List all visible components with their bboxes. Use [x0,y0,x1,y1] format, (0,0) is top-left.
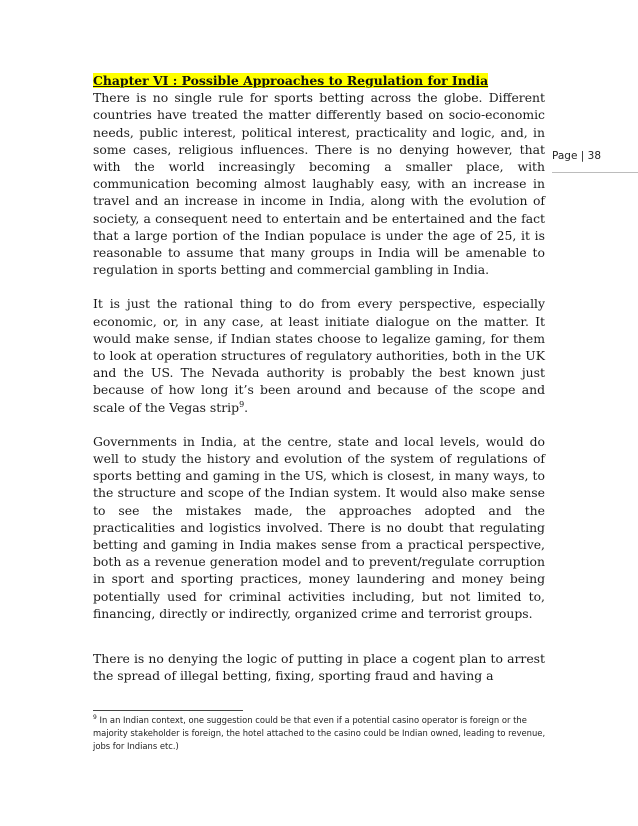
footnote-separator [93,710,243,711]
paragraph-2-text: It is just the rational thing to do from every perspective, especially economic, or, in any case, at least initiate dialogue on the matter. It would make sense, if Indian states choose to legalize gaming, for them to look at operation structures of regulatory authorities, both in the UK and the US. The Nevada authority is probably the best known just because of how long it’s been around and because of the scope and scale of the Vegas strip [93,296,545,415]
paragraph-gap [93,278,545,295]
footnote-reference[interactable]: 9 [239,399,245,409]
chapter-heading-line [93,72,545,89]
paragraph-3: Governments in India, at the centre, state and local levels, would do well to study the history and evolution of the system of regulations of sports betting and gaming in the US, which is closest, in many ways, to the structure and scope of the Indian system. It would also make sense to see the mistakes made, the approaches adopted and the practicalities and logistics involved. There is no doubt that regulating betting and gaming in India makes sense from a practical perspective, both as a revenue generation model and to prevent/regulate corruption in sport and sporting practices, money laundering and money being potentially used for criminal activities including, but not limited to, financing, directly or indirectly, organized crime and terrorist groups. [93,433,545,621]
page-number-rule [552,172,638,173]
footnote [93,714,548,753]
chapter-heading: Chapter VI : Possible Approaches to Regulation for India [93,73,489,88]
paragraph-gap [93,622,545,650]
page-number: Page | 38 [552,150,638,168]
footnote-text: In an Indian context, one suggestion could be that even if a potential casino operator is foreign or the majority stakeholder is foreign, the hotel attached to the casino could be Indian owned, leading to revenue, jobs for Indians etc.) [93,715,546,751]
paragraph-4: There is no denying the logic of putting in place a cogent plan to arrest the spread of illegal betting, fixing, sporting fraud and having a [93,651,545,684]
paragraph-2 [93,295,545,415]
footnote-number: 9 [93,714,97,722]
paragraph-1: There is no single rule for sports betting across the globe. Different countries have treated the matter differently based on socio-economic needs, public interest, political interest, practicality and logic, and, in some cases, religious influences. There is no denying however, that with the world increasingly becoming a smaller place, with communication becoming almost laughably easy, with an increase in travel and an increase in income in India, along with the evolution of society, a consequent need to entertain and be entertained and the fact that a large portion of the Indian populace is under the age of 25, it is reasonable to assume that many groups in India will be amenable to regulation in sports betting and commercial gambling in India. [93,90,545,278]
main-text [93,72,545,685]
paragraph-2-end: . [244,399,249,415]
paragraph-gap [93,416,545,433]
